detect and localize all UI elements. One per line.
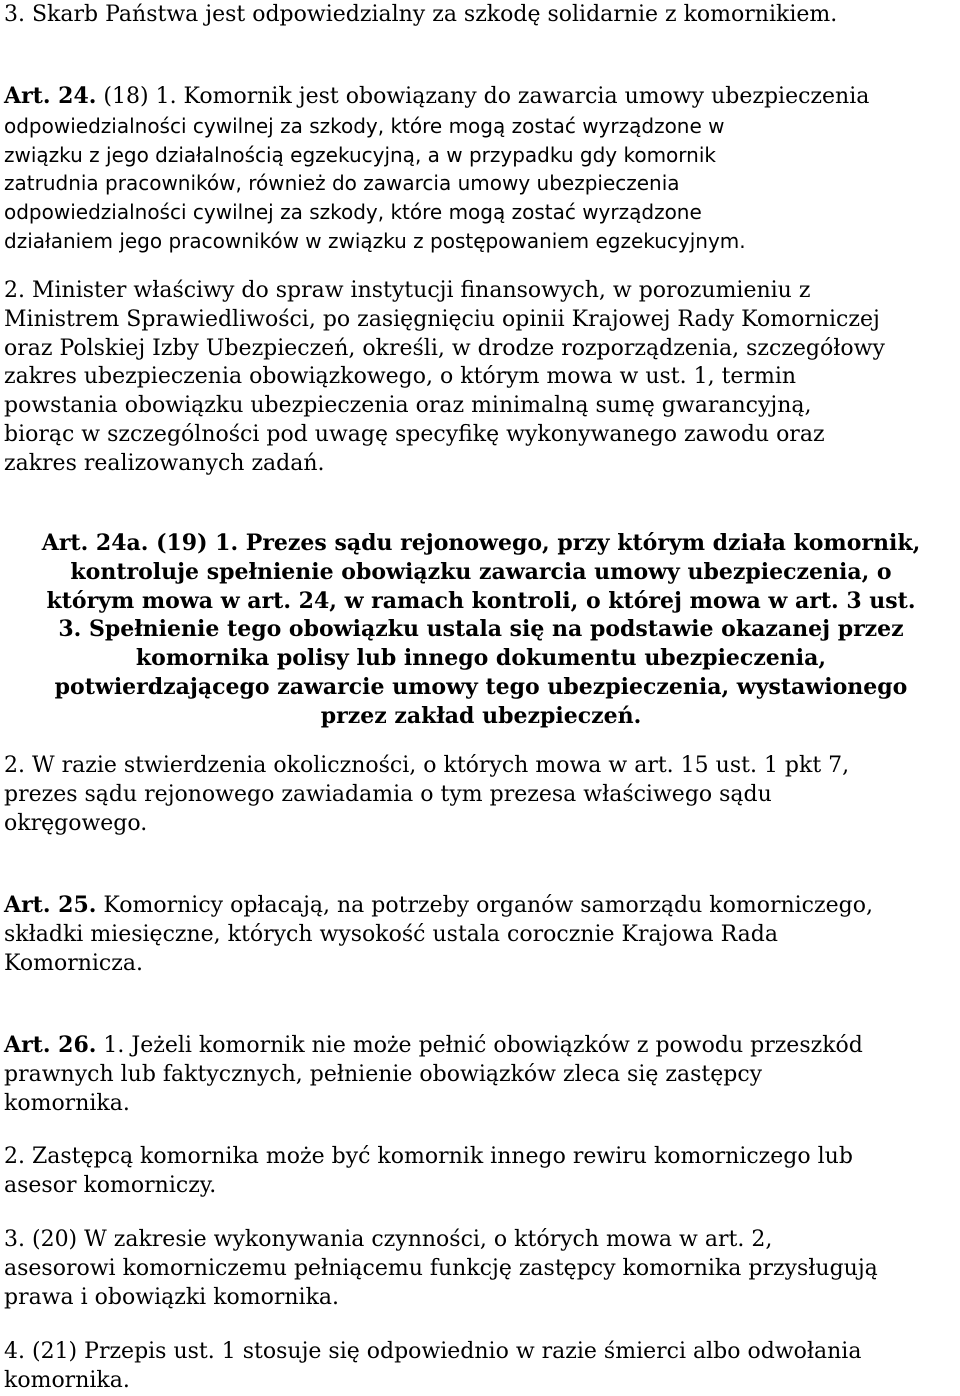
text-line: zakres ubezpieczenia obowiązkowego, o którym mowa w ust. 1, termin — [4, 364, 797, 390]
text-line — [4, 1031, 958, 1061]
paragraph-art24-section2 — [4, 277, 958, 479]
text-line: zakres realizowanych zadań. — [4, 450, 325, 476]
text-line: oraz Polskiej Izby Ubezpieczeń, określi, w drodze rozporządzenia, szczegółowy — [4, 335, 885, 361]
text-line: którym mowa w art. 24, w ramach kontroli, o której mowa w art. 3 ust. — [46, 587, 916, 614]
text-line: komornika. — [4, 1090, 130, 1116]
text-line: składki miesięczne, których wysokość ustala corocznie Krajowa Rada — [4, 921, 778, 947]
text-run: 1. Jeżeli komornik nie może pełnić obowiązków z powodu przeszkód — [96, 1033, 863, 1058]
text-line: zatrudnia pracowników, również do zawarcia umowy ubezpieczenia — [4, 171, 680, 196]
text-line: 3. Spełnienie tego obowiązku ustala się na podstawie okazanej przez — [58, 616, 904, 643]
text-line: Komornicza. — [4, 950, 143, 976]
text-line: odpowiedzialności cywilnej za szkody, które mogą zostać wyrządzone w — [4, 113, 725, 138]
text-line: potwierdzającego zawarcie umowy tego ubezpieczenia, wystawionego — [54, 673, 908, 700]
text-line: Ministrem Sprawiedliwości, po zasięgnięciu opinii Krajowej Rady Komorniczej — [4, 306, 880, 332]
paragraph-art24-section1 — [4, 82, 958, 256]
text-line: komornika polisy lub innego dokumentu ubezpieczenia, — [135, 645, 827, 672]
article-heading: Art. 25. — [4, 892, 97, 918]
text-line: prawa i obowiązki komornika. — [4, 1284, 340, 1310]
paragraph-art26-section4 — [4, 1338, 958, 1396]
text-line: okręgowego. — [4, 810, 148, 836]
text-line: działaniem jego pracowników w związku z postępowaniem egzekucyjnym. — [4, 228, 746, 253]
text-run: Komornicy opłacają, na potrzeby organów samorządu komorniczego, — [96, 893, 873, 918]
text-line: 2. Minister właściwy do spraw instytucji finansowych, w porozumieniu z — [4, 278, 811, 303]
text-line: Art. 24a. (19) 1. Prezes sądu rejonowego, przy którym działa komornik, — [41, 530, 921, 556]
text-line — [4, 891, 958, 921]
article-heading: Art. 24. — [4, 83, 97, 109]
paragraph-art25 — [4, 891, 958, 978]
text-line: 2. Zastępcą komornika może być komornik innego rewiru komorniczego lub — [4, 1144, 853, 1169]
text-line: komornika. — [4, 1367, 130, 1393]
text-line: prawnych lub faktycznych, pełnienie obowiązków zleca się zastępcy — [4, 1061, 763, 1087]
text-line — [4, 82, 958, 112]
paragraph-art26-section3 — [4, 1226, 958, 1312]
text-line: 3. (20) W zakresie wykonywania czynności, o których mowa w art. 2, — [4, 1227, 773, 1252]
text-line: 4. (21) Przepis ust. 1 stosuje się odpowiednio w razie śmierci albo odwołania — [4, 1339, 862, 1364]
paragraph-art24a-section2 — [4, 752, 958, 838]
paragraph-art24a-section1 — [4, 529, 958, 731]
text-line: 3. Skarb Państwa jest odpowiedzialny za szkodę solidarnie z komornikiem. — [4, 2, 838, 27]
paragraph-art26-section1 — [4, 1031, 958, 1118]
text-line: odpowiedzialności cywilnej za szkody, które mogą zostać wyrządzone — [4, 200, 702, 225]
text-line: przez zakład ubezpieczeń. — [320, 702, 642, 729]
paragraph-art23-section3 — [4, 1, 958, 30]
text-line: asesor komorniczy. — [4, 1172, 217, 1198]
text-line: powstania obowiązku ubezpieczenia oraz minimalną sumę gwarancyjną, — [4, 393, 812, 419]
text-line: 2. W razie stwierdzenia okoliczności, o których mowa w art. 15 ust. 1 pkt 7, — [4, 753, 850, 778]
text-line: biorąc w szczególności pod uwagę specyfikę wykonywanego zawodu oraz — [4, 421, 825, 447]
article-heading: Art. 26. — [4, 1032, 97, 1058]
text-line: kontroluje spełnienie obowiązku zawarcia umowy ubezpieczenia, o — [70, 558, 892, 585]
text-run: (18) 1. Komornik jest obowiązany do zawarcia umowy ubezpieczenia — [96, 84, 870, 109]
paragraph-art26-section2 — [4, 1143, 958, 1201]
text-line: asesorowi komorniczemu pełniącemu funkcję zastępcy komornika przysługują — [4, 1255, 878, 1281]
text-line: prezes sądu rejonowego zawiadamia o tym prezesa właściwego sądu — [4, 781, 772, 807]
text-line: związku z jego działalnością egzekucyjną, a w przypadku gdy komornik — [4, 142, 716, 167]
